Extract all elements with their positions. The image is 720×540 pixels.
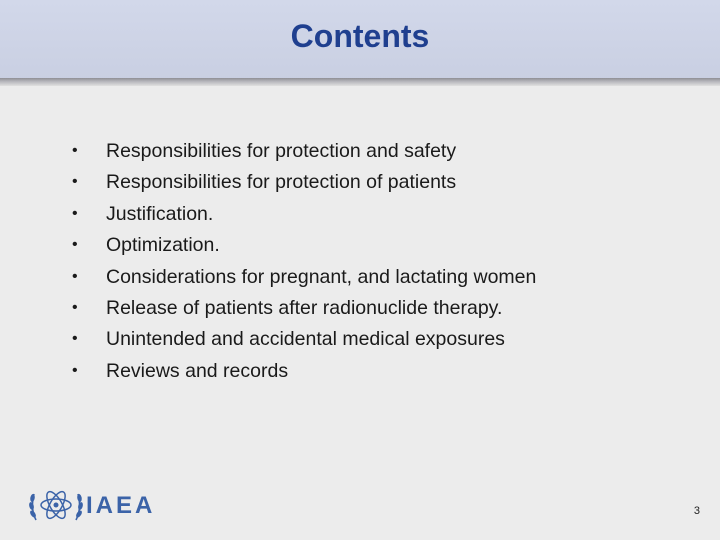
bullet-icon: •	[72, 142, 78, 159]
list-item-text: Unintended and accidental medical exposures	[106, 328, 505, 351]
bullet-icon: •	[72, 204, 78, 222]
bullet-icon: •	[72, 173, 78, 191]
bullet-icon: •	[72, 298, 78, 316]
list-item-text: Responsibilities for protection of patients	[106, 171, 457, 194]
list-item-text: Justification.	[106, 202, 214, 225]
list-item	[72, 168, 536, 199]
list-item	[72, 294, 536, 325]
title-band-shadow	[0, 78, 720, 86]
slide-title: Contents	[290, 18, 430, 54]
bullet-icon: •	[72, 236, 78, 254]
list-item	[72, 325, 536, 356]
list-item-text: Reviews and records	[106, 359, 289, 382]
list-item	[72, 200, 536, 231]
list-item-text: Considerations for pregnant, and lactating women	[106, 265, 537, 288]
contents-list	[72, 137, 536, 388]
list-item-text: Responsibilities for protection and safety	[106, 140, 457, 162]
list-item	[72, 263, 536, 294]
page-number: 3	[693, 505, 700, 517]
iaea-logo-text: IAEA	[86, 492, 156, 519]
list-item	[72, 357, 536, 388]
bullet-icon: •	[72, 330, 78, 348]
list-item-text: Release of patients after radionuclide therapy.	[106, 296, 503, 319]
list-item-text: Optimization.	[106, 234, 220, 257]
iaea-emblem-icon	[26, 480, 86, 530]
list-item	[72, 137, 536, 168]
list-item	[72, 231, 536, 262]
bullet-icon: •	[72, 361, 78, 379]
bullet-icon: •	[72, 267, 78, 285]
